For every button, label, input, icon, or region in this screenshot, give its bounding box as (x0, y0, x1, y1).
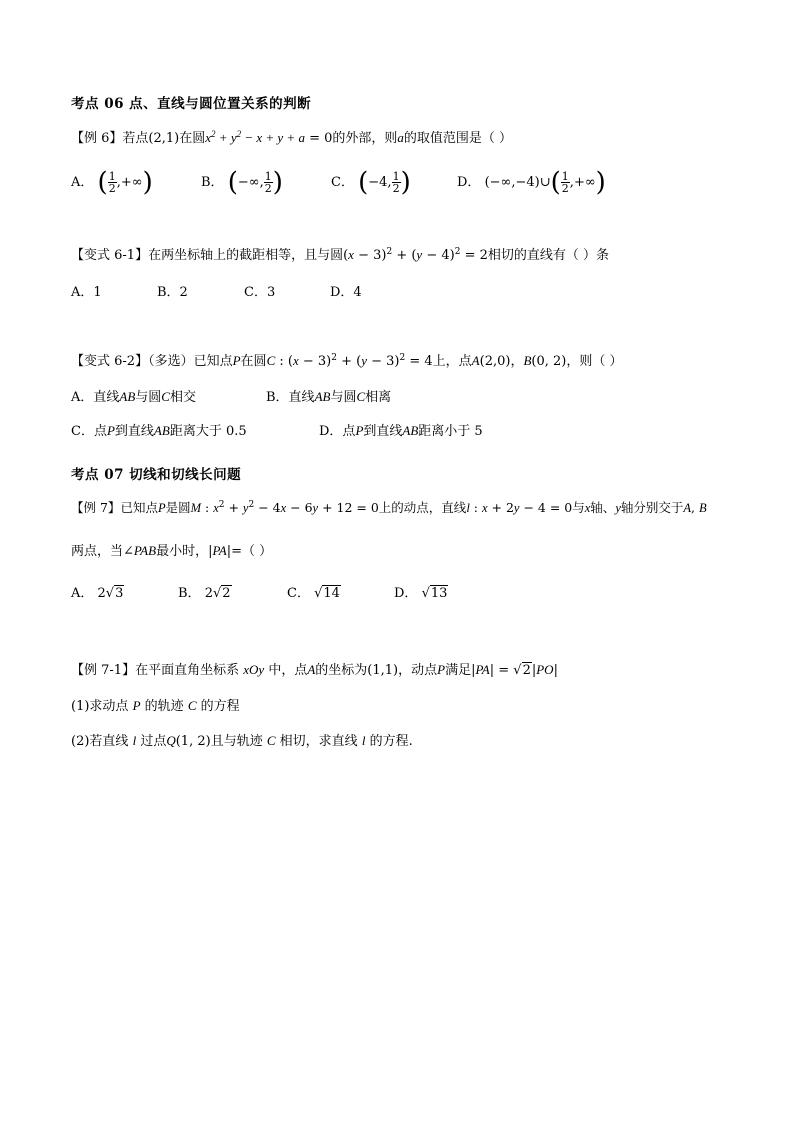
example-7-option-b: B． 2√2 (178, 586, 231, 601)
example-6-option-b: B． (−∞, $\frac{1}{2}$ ) (201, 167, 283, 198)
variant-6-1-option-b: B．2 (157, 285, 188, 300)
example-7-question-line2: 两点，当∠PAB最小时，|PA|=（ ） (71, 543, 273, 559)
variant-6-2-option-c: C．点P到直线AB距离大于 0.5 (71, 423, 247, 439)
section-title-07: 考点 07 切线和切线长问题 (71, 467, 242, 483)
example-7-1-part-2: (2)若直线 l 过点Q(1, 2)且与轨迹 C 相切，求直线 l 的方程. (71, 733, 413, 749)
example-7-1-part-1: (1)求动点 P 的轨迹 C 的方程 (71, 698, 240, 714)
example-6-option-a: A． ( $\frac{1}{2}$ ,+∞) (71, 167, 153, 198)
example-6-option-c: C． (−4, $\frac{1}{2}$ ) (331, 167, 411, 198)
example-7-question: 【例 7】已知点P是圆M : $x^2 + y^2 - 4x - 6y + 12 = 0$上的动点，直线l : x + 2y − 4 = 0与x轴、y轴分别交于A, B (71, 500, 707, 515)
section-title-06: 考点 06 点、直线与圆位置关系的判断 (71, 96, 312, 112)
example-7-option-d: D． √13 (394, 586, 448, 601)
example-7-option-c: C． √14 (287, 586, 340, 601)
variant-6-1-option-d: D．4 (330, 285, 362, 300)
example-7-1-question: 【例 7-1】在平面直角坐标系 xOy 中，点A的坐标为(1,1)，动点P满足|PA| = √2|PO| (71, 662, 558, 678)
variant-6-2-option-d: D．点P到直线AB距离小于 5 (319, 423, 483, 439)
variant-6-1-option-c: C．3 (244, 285, 276, 300)
variant-6-1-option-a: A．1 (71, 285, 102, 300)
variant-6-1-question: 【变式 6-1】在两坐标轴上的截距相等，且与圆$(x - 3)^2 + (y - 4)^2 = 2$相切的直线有（ ）条 (71, 247, 610, 263)
example-6-question: 【例 6】若点(2,1)在圆$x^2 + y^2 - x + y + a = 0$的外部，则a的取值范围是（ ） (71, 129, 513, 146)
example-7-option-a: A． 2√3 (71, 586, 124, 601)
variant-6-2-option-b: B．直线AB与圆C相离 (266, 389, 392, 405)
variant-6-2-option-a: A．直线AB与圆C相交 (71, 389, 196, 405)
variant-6-2-question: 【变式 6-2】（多选）已知点P在圆C : $(x - 3)^2 + (y - 3)^2 = 4$上，点A(2,0)，B(0, 2)，则（ ） (71, 353, 623, 369)
example-6-option-d: D． (−∞,−4)∪( $\frac{1}{2}$ ,+∞) (457, 167, 606, 198)
